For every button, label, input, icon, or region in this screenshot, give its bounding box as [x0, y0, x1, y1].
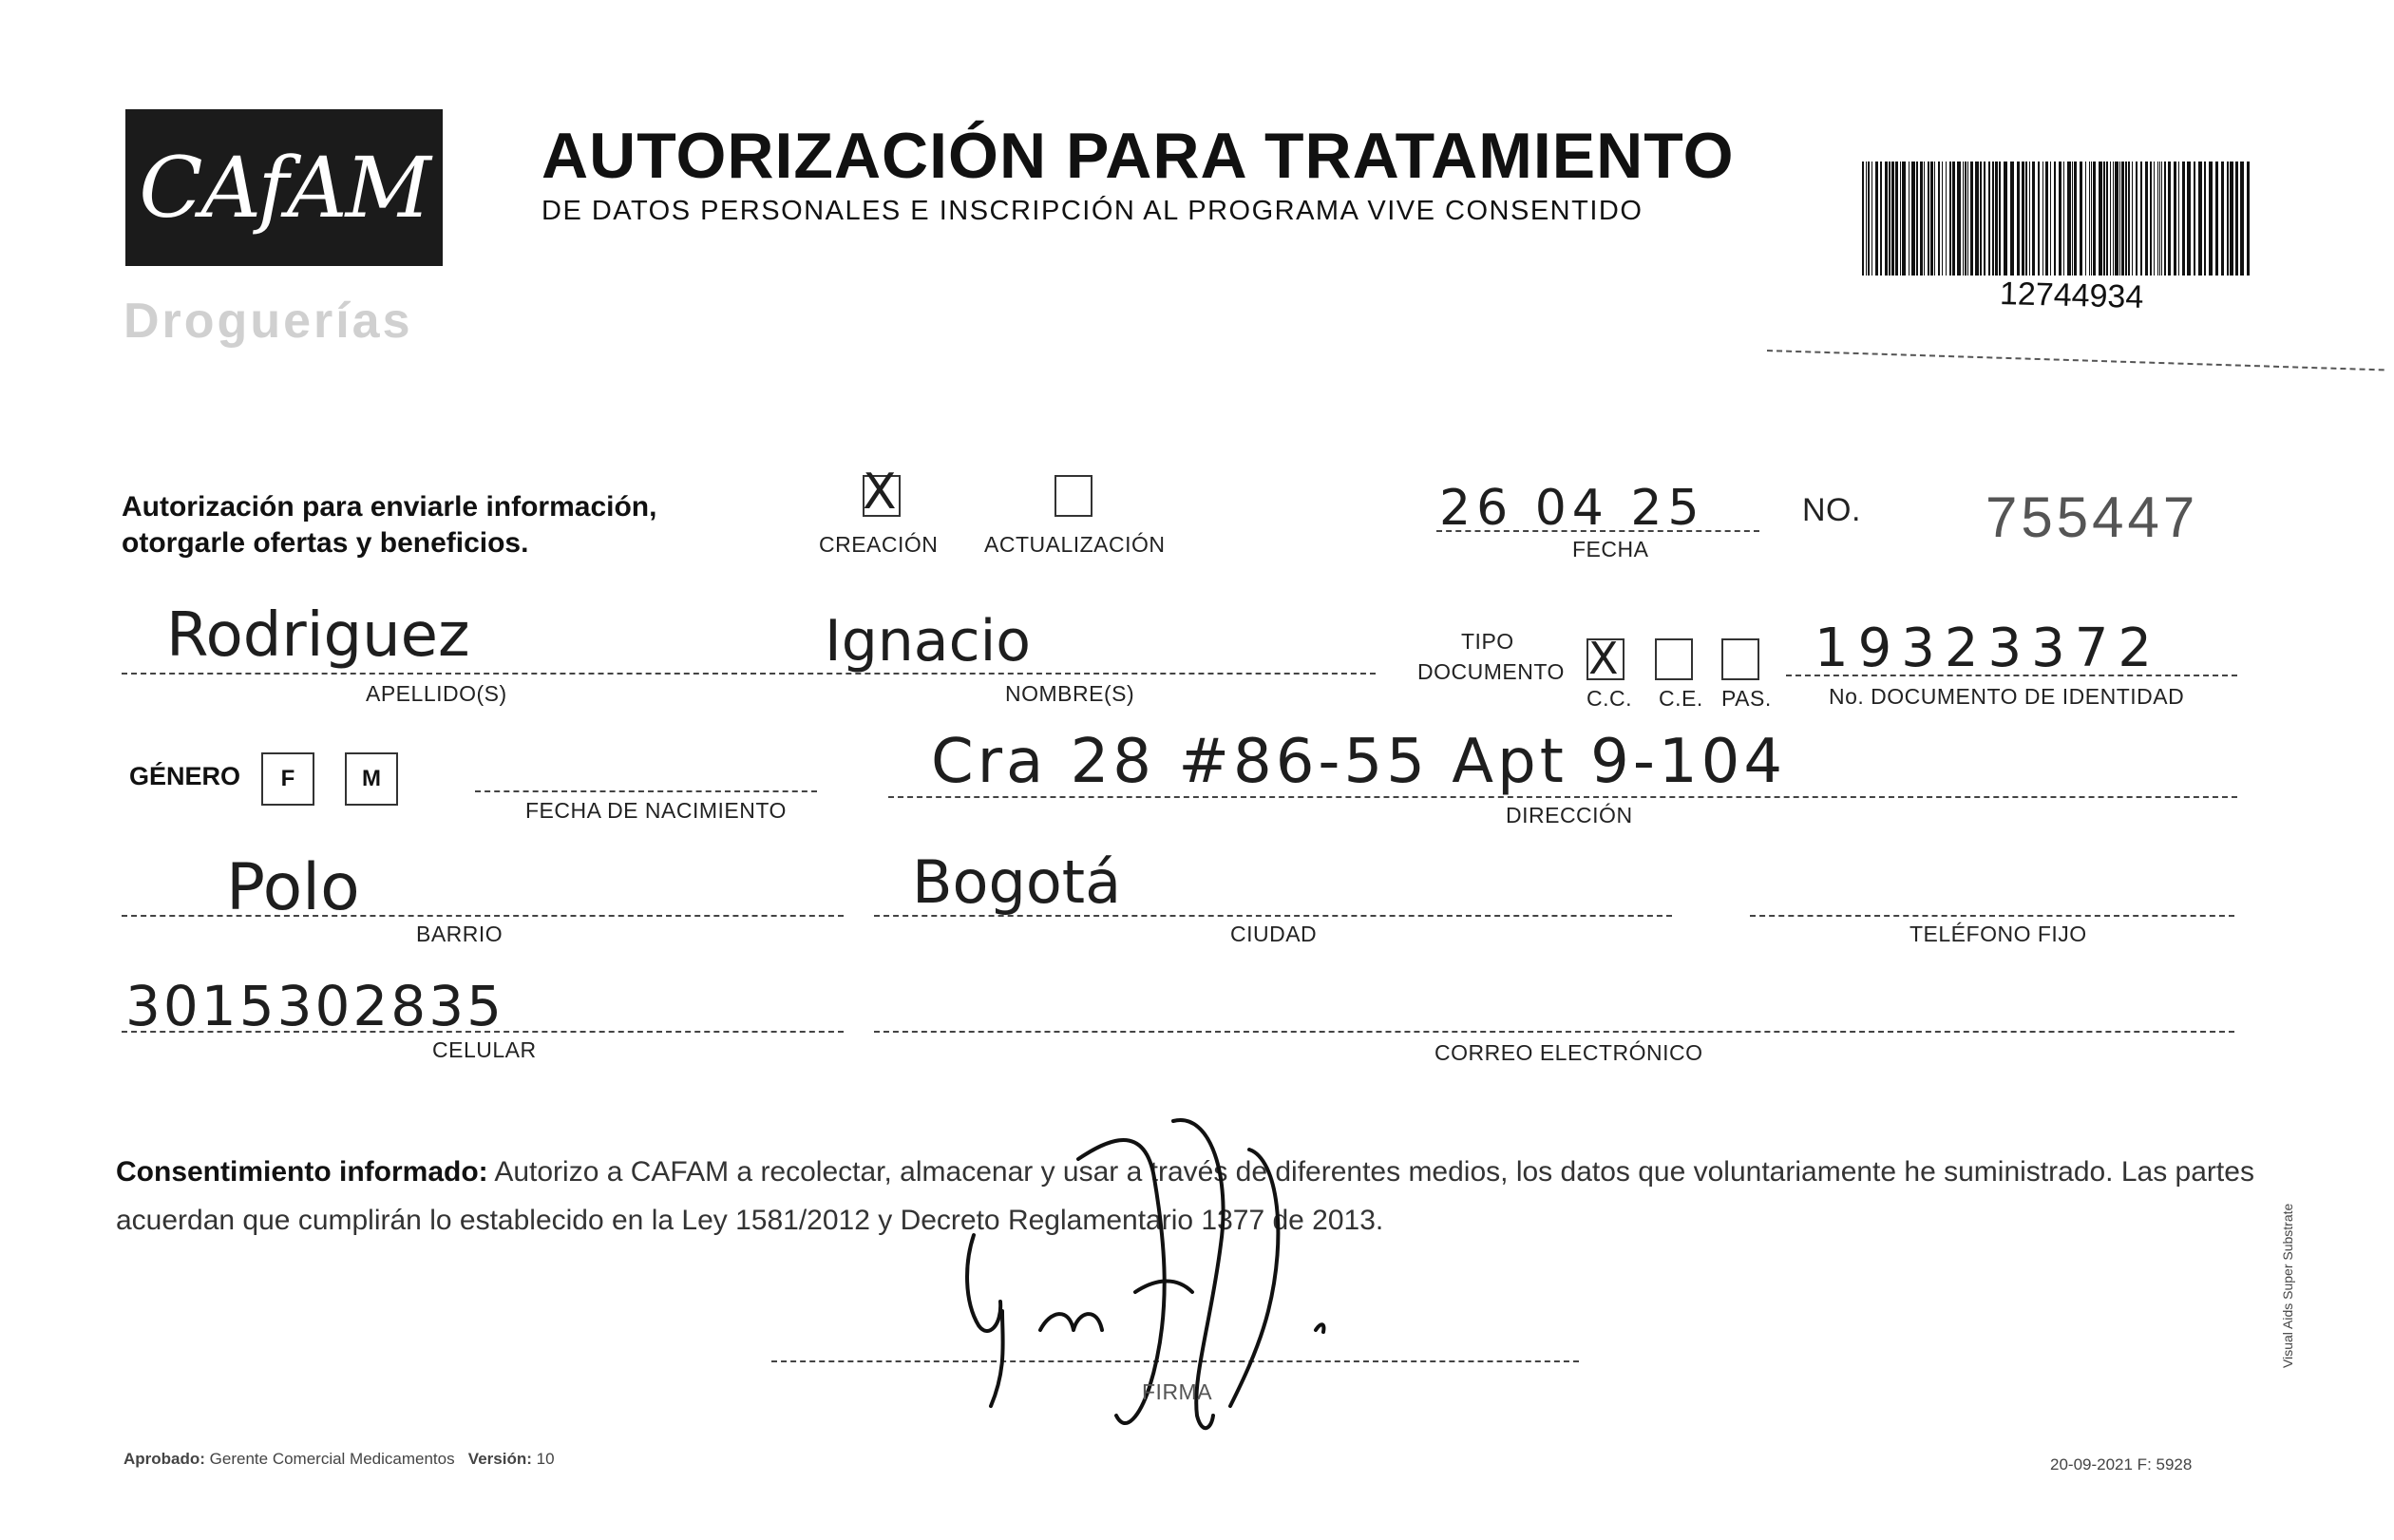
barcode-bar	[2106, 162, 2108, 276]
barcode-bar	[1885, 162, 1888, 276]
celular-line	[122, 1031, 844, 1033]
logo-text: CAfAM	[139, 139, 429, 237]
barcode-bar	[2174, 162, 2176, 276]
barcode-bar	[2042, 162, 2043, 276]
barcode-bar	[2045, 162, 2048, 276]
barcode-bar	[1889, 162, 1890, 276]
barcode-bar	[2017, 162, 2020, 276]
document-subtitle: DE DATOS PERSONALES E INSCRIPCIÓN AL PROGRAMA VIVE CONSENTIDO	[542, 196, 1644, 226]
barcode-bar	[2038, 162, 2040, 276]
barcode-bar	[1946, 162, 1947, 276]
barcode-bar	[2182, 162, 2185, 276]
cc-checkbox[interactable]	[1586, 633, 1624, 684]
direccion-value: Cra 28 #86-55 Apt 9-104	[931, 727, 1787, 797]
barcode-bar	[2136, 162, 2138, 276]
barcode-bar	[1920, 162, 1923, 276]
barcode-bar	[2099, 162, 2102, 276]
genero-label: GÉNERO	[129, 762, 241, 790]
barcode-bar	[1902, 162, 1906, 276]
barcode-bar	[2004, 162, 2007, 276]
barcode-bar	[1862, 162, 1864, 276]
barcode-bar	[1965, 162, 1966, 276]
barcode-bar	[1934, 162, 1935, 276]
barcode-bar	[2247, 162, 2250, 276]
barcode-bar	[2125, 162, 2127, 276]
consent-label: Consentimiento informado:	[116, 1156, 488, 1188]
correo-label: CORREO ELECTRÓNICO	[1434, 1040, 1703, 1065]
barrio-value: Polo	[226, 850, 360, 925]
barcode-bar	[2215, 162, 2218, 276]
barcode-bar	[2059, 162, 2062, 276]
barcode-bar	[2227, 162, 2229, 276]
pas-checkbox[interactable]	[1721, 638, 1759, 680]
barcode-bar	[1967, 162, 1968, 276]
barcode-bar	[2089, 162, 2090, 276]
gender-f-label: F	[280, 766, 295, 791]
barcode-bar	[2025, 162, 2027, 276]
barcode-bar	[2103, 162, 2105, 276]
apellidos-value: Rodriguez	[166, 600, 470, 671]
aprobado-label: Aprobado:	[124, 1450, 205, 1468]
barcode-bar	[2119, 162, 2120, 276]
actualizacion-checkbox[interactable]	[1054, 475, 1092, 517]
barcode-bar	[2110, 162, 2111, 276]
barcode-bar	[1911, 162, 1915, 276]
celular-value: 3015302835	[125, 974, 505, 1038]
barcode-bar	[2022, 162, 2024, 276]
cc-mark: X	[1588, 633, 1619, 684]
barcode-bar	[2067, 162, 2071, 276]
barcode-bar	[2230, 162, 2233, 276]
barcode-bar	[1868, 162, 1870, 276]
barcode-image	[1862, 162, 2252, 276]
barcode-bar	[2164, 162, 2166, 276]
barcode-bar	[2050, 162, 2051, 276]
authorization-line-1: Autorización para enviarle información,	[122, 491, 657, 523]
barrio-line	[122, 915, 844, 917]
barcode-bar	[1916, 162, 1918, 276]
barcode-bar	[2128, 162, 2130, 276]
barcode-bar	[2154, 162, 2155, 276]
creacion-mark: X	[863, 464, 897, 521]
fecha-value: 26 04 25	[1439, 480, 1705, 537]
barcode-bar	[2194, 162, 2195, 276]
tipo-label: TIPO	[1461, 629, 1514, 654]
barcode-bar	[2093, 162, 2096, 276]
no-value: 755447	[1986, 485, 2199, 549]
barcode-bar	[2113, 162, 2114, 276]
barcode-bar	[1952, 162, 1955, 276]
barcode-bar	[2132, 162, 2133, 276]
logo-subtext: Droguerías	[124, 294, 413, 349]
correo-line	[874, 1031, 2234, 1033]
fecha-label: FECHA	[1572, 537, 1649, 561]
barcode-bar	[2063, 162, 2064, 276]
barcode-bar	[2091, 162, 2092, 276]
barcode-bar	[1891, 162, 1894, 276]
creacion-label: CREACIÓN	[819, 532, 939, 557]
creacion-checkbox[interactable]	[863, 464, 901, 521]
barcode-bar	[1942, 162, 1943, 276]
nacimiento-line	[475, 790, 817, 792]
documento-value: 19323372	[1814, 618, 2162, 679]
documento-line	[1786, 675, 2237, 676]
fecha-line	[1436, 530, 1759, 532]
barcode-bar	[1984, 162, 1986, 276]
barcode-bar	[2235, 162, 2238, 276]
barcode-bar	[1928, 162, 1929, 276]
barcode-bar	[2029, 162, 2030, 276]
barcode-bar	[2168, 162, 2171, 276]
consent-text: Autorizo a CAFAM a recolectar, almacenar y usar a través de diferentes medios, los datos que voluntariamente he suministrado. Las partes acuerdan que cumplirán lo establecido en la Ley 1581/2012 y Decreto Reglamentario 1377 de 2013.	[116, 1156, 2254, 1236]
barcode-bar	[2054, 162, 2056, 276]
barcode-bar	[2115, 162, 2118, 276]
ce-label: C.E.	[1659, 686, 1703, 711]
barcode-bar	[1995, 162, 1998, 276]
barcode-bar	[1880, 162, 1882, 276]
side-printer-text: Visual Aids Super Substrate	[2280, 1203, 2295, 1368]
barcode-bar	[2121, 162, 2124, 276]
nacimiento-label: FECHA DE NACIMIENTO	[525, 798, 787, 823]
barcode-bar	[1970, 162, 1973, 276]
aprobado-value: Gerente Comercial Medicamentos	[209, 1450, 455, 1468]
ce-checkbox[interactable]	[1655, 638, 1693, 680]
direccion-line	[888, 796, 2237, 798]
cafam-logo	[125, 109, 443, 266]
barcode-bar	[2157, 162, 2158, 276]
barcode-bar	[1924, 162, 1925, 276]
barcode-bar	[1988, 162, 1990, 276]
ciudad-label: CIUDAD	[1230, 922, 1318, 946]
authorization-line-2: otorgarle ofertas y beneficios.	[122, 527, 529, 559]
celular-label: CELULAR	[432, 1037, 537, 1062]
barcode-bar	[2161, 162, 2162, 276]
cc-label: C.C.	[1586, 686, 1632, 711]
barrio-label: BARRIO	[416, 922, 504, 946]
documento-label: DOCUMENTO	[1417, 659, 1565, 684]
barcode-bar	[2140, 162, 2142, 276]
authorization-text	[122, 489, 656, 561]
barcode-bar	[1930, 162, 1933, 276]
ciudad-line	[874, 915, 1672, 917]
gender-m-label: M	[362, 766, 381, 791]
barcode-bar	[1866, 162, 1867, 276]
version-label: Versión:	[467, 1450, 532, 1468]
barcode-bar	[2150, 162, 2152, 276]
actualizacion-label: ACTUALIZACIÓN	[984, 532, 1166, 557]
document-title: AUTORIZACIÓN PARA TRATAMIENTO	[542, 120, 1735, 192]
ciudad-value: Bogotá	[912, 847, 1122, 917]
barcode-bar	[1900, 162, 1901, 276]
barcode-bar	[2085, 162, 2086, 276]
barcode-bar	[2145, 162, 2148, 276]
barcode-bar	[1963, 162, 1964, 276]
barcode-bar	[2072, 162, 2073, 276]
barcode-bar	[1895, 162, 1898, 276]
no-label: NO.	[1802, 492, 1861, 528]
barcode-bar	[2209, 162, 2213, 276]
pas-label: PAS.	[1721, 686, 1772, 711]
name-line	[122, 673, 1376, 675]
barcode-bar	[2204, 162, 2206, 276]
barcode-bar	[1875, 162, 1878, 276]
documento-id-label: No. DOCUMENTO DE IDENTIDAD	[1829, 684, 2185, 709]
footer-approved	[124, 1450, 555, 1469]
footer-date-code: 20-09-2021 F: 5928	[2050, 1455, 2193, 1473]
barcode-bar	[2159, 162, 2160, 276]
barcode-bar	[2221, 162, 2224, 276]
barcode-bar	[2074, 162, 2077, 276]
barcode-bar	[2032, 162, 2035, 276]
telefono-line	[1750, 915, 2234, 917]
direccion-label: DIRECCIÓN	[1506, 803, 1633, 827]
gender-f-option[interactable]	[261, 752, 314, 806]
barcode-bar	[2198, 162, 2202, 276]
barcode-bar	[2240, 162, 2244, 276]
nombres-value: Ignacio	[825, 608, 1031, 675]
telefono-label: TELÉFONO FIJO	[1910, 922, 2087, 946]
barcode-bar	[2010, 162, 2014, 276]
barcode-bar	[1938, 162, 1940, 276]
barcode-bar	[1992, 162, 1994, 276]
cut-line	[1767, 350, 2384, 371]
barcode-number: 12744934	[1999, 276, 2144, 315]
barcode-bar	[1949, 162, 1951, 276]
gender-m-option[interactable]	[345, 752, 398, 806]
barcode-bar	[2187, 162, 2191, 276]
firma-label: FIRMA	[1142, 1379, 1213, 1404]
barcode-bar	[1975, 162, 1979, 276]
barcode-bar	[2080, 162, 2082, 276]
barcode-bar	[2178, 162, 2179, 276]
barcode-bar	[1980, 162, 1982, 276]
barcode-bar	[1909, 162, 1910, 276]
barcode-bar	[1999, 162, 2001, 276]
nombres-label: NOMBRE(S)	[1005, 681, 1135, 706]
barcode-bar	[1957, 162, 1961, 276]
version-value: 10	[536, 1450, 555, 1468]
apellidos-label: APELLIDO(S)	[366, 681, 507, 706]
